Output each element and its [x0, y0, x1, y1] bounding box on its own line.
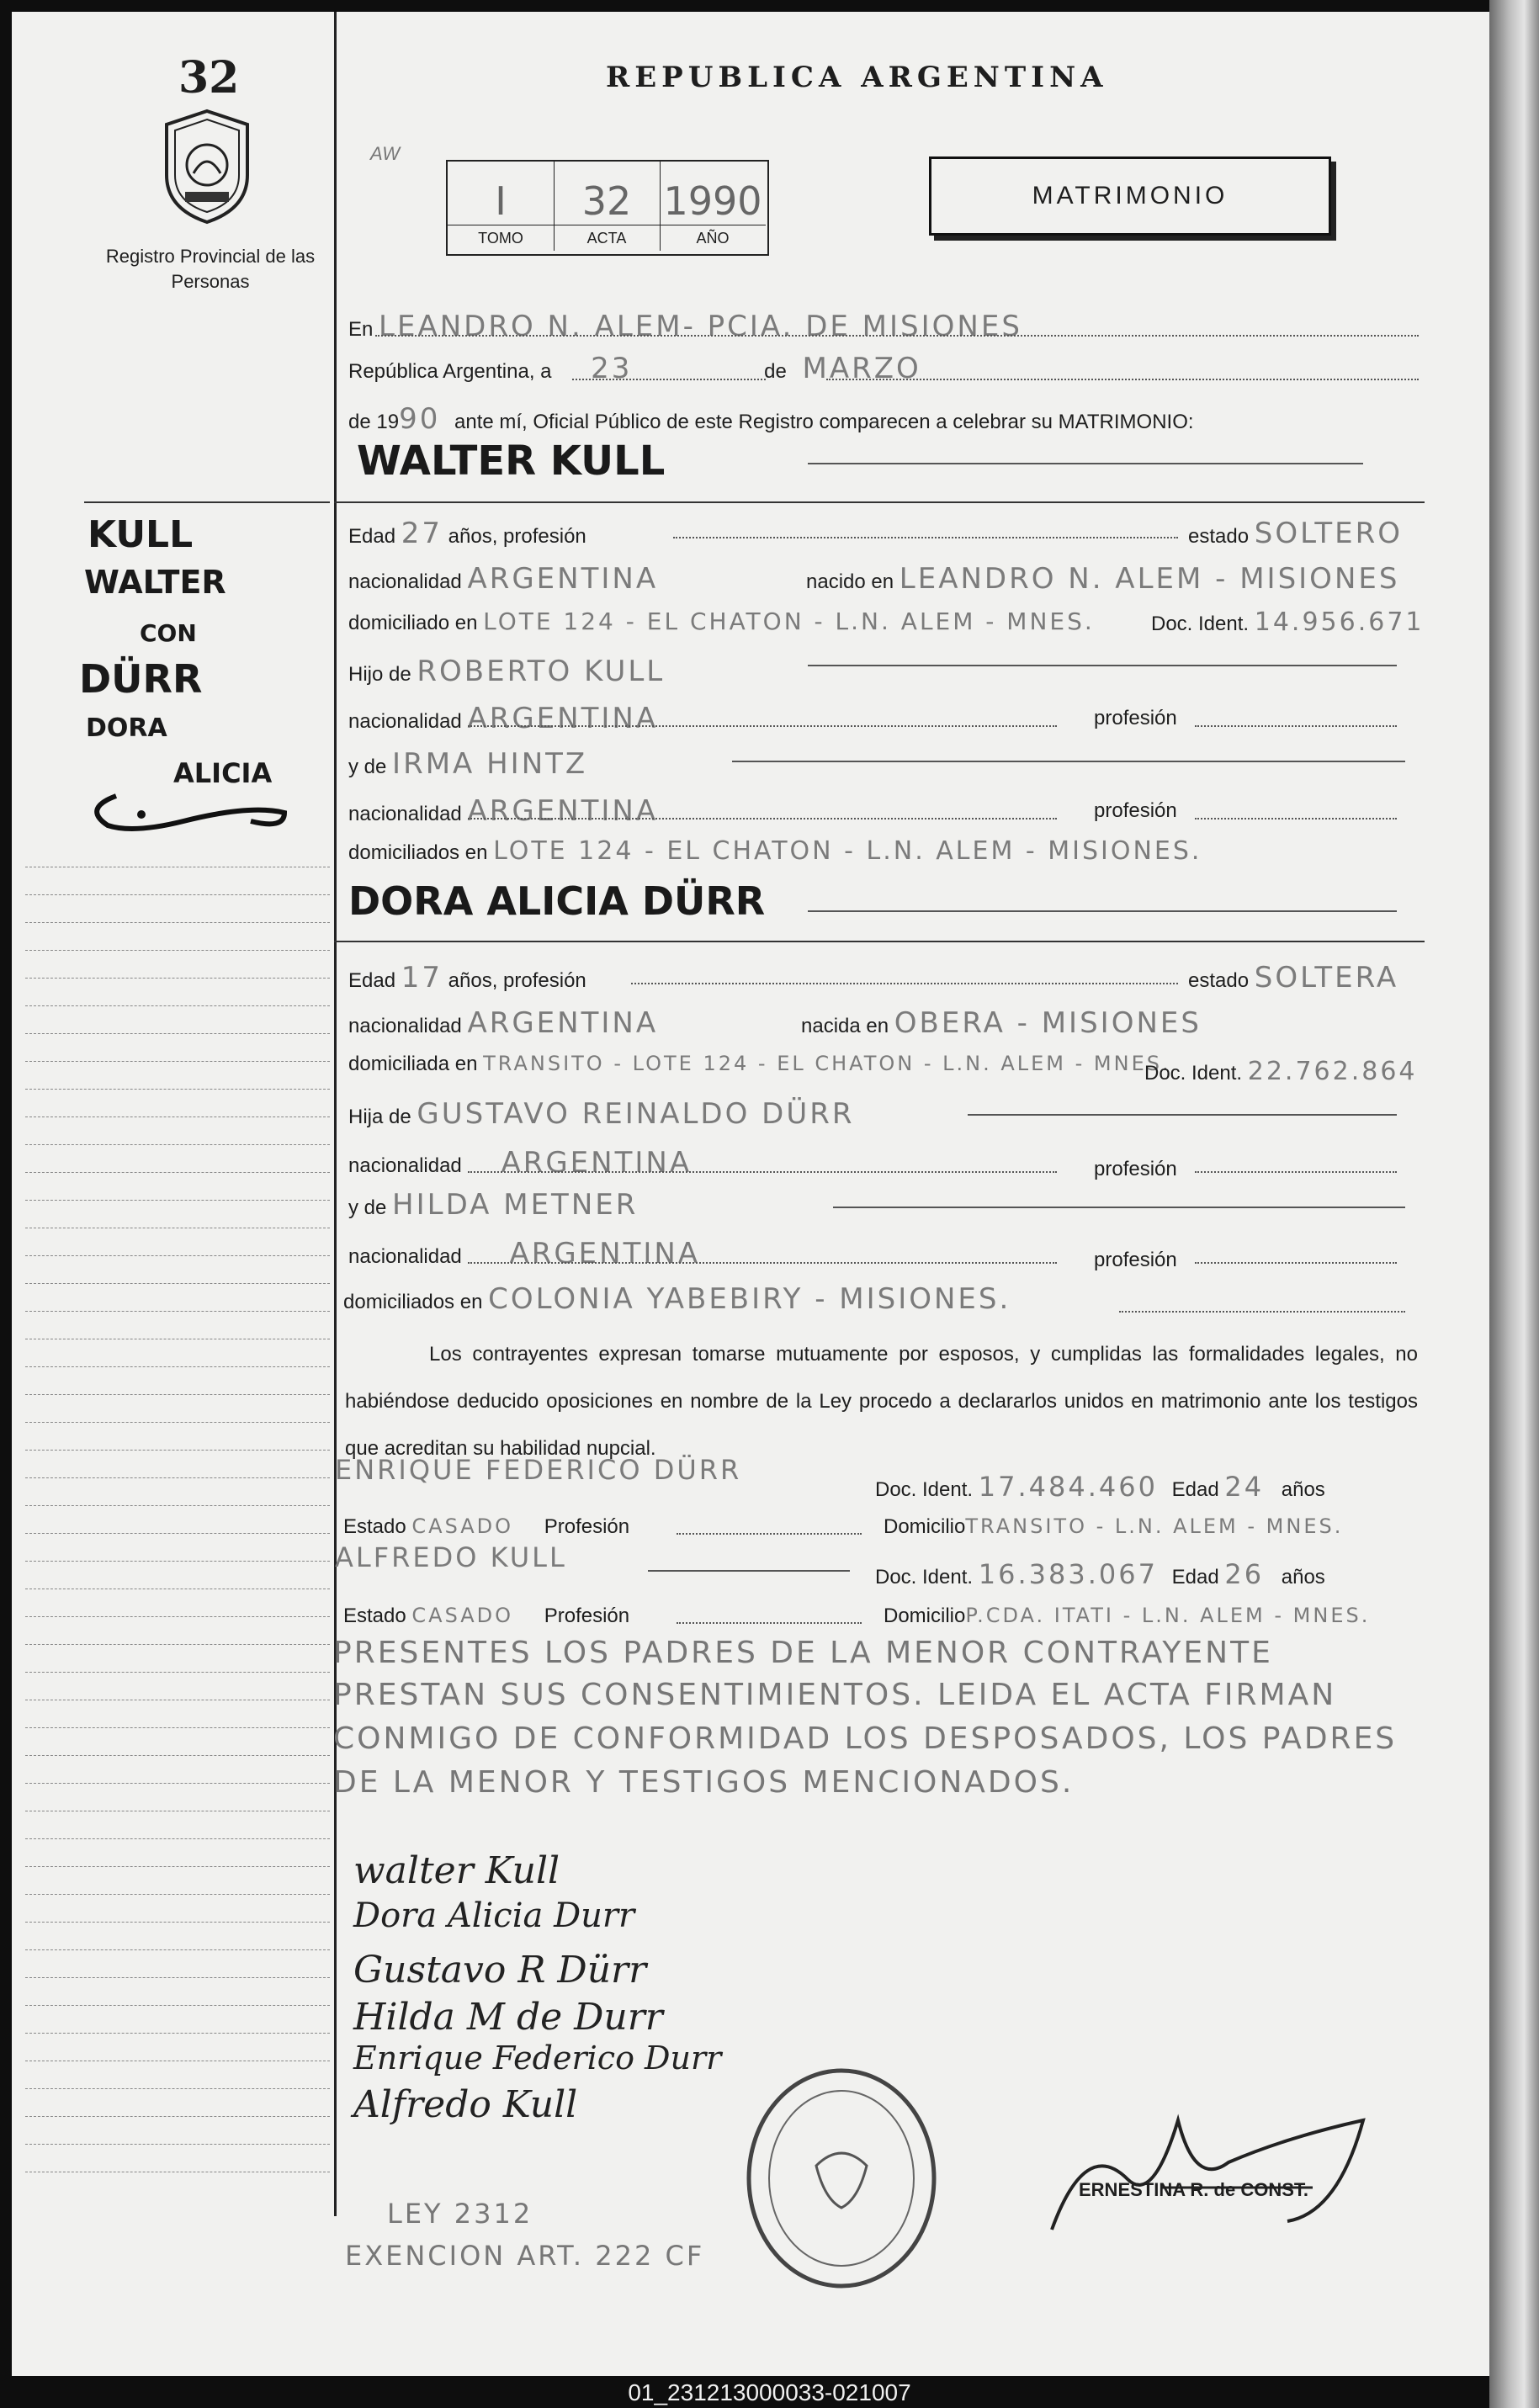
- sidebar-line-2: WALTER: [84, 564, 226, 601]
- groom-domicilio: LOTE 124 - EL CHATON - L.N. ALEM - MNES.: [483, 607, 1095, 635]
- ruled-line: [25, 1561, 330, 1562]
- estado-label: estado: [1188, 969, 1250, 992]
- bride-profesion-line: [631, 983, 1178, 984]
- bride-padres-dom-row: [343, 1282, 1011, 1316]
- intro-date-row: [348, 352, 921, 385]
- witness2-domicilio: P.CDA. ITATI - L.N. ALEM - MNES.: [965, 1604, 1371, 1627]
- year-suffix: 90: [399, 402, 441, 436]
- observation-line-4: DE LA MENOR Y TESTIGOS MENCIONADOS.: [333, 1765, 1075, 1800]
- anos-label: años: [1281, 1478, 1325, 1501]
- profesion-label: profesión: [1094, 707, 1177, 729]
- witness2-edad: 26: [1224, 1558, 1265, 1590]
- bride-padres-domicilio: COLONIA YABEBIRY - MISIONES.: [488, 1282, 1011, 1316]
- ruled-line: [25, 1394, 330, 1395]
- hijo-label: Hijo de: [348, 663, 411, 686]
- aw-note: AW: [370, 143, 401, 164]
- ano-label: AÑO: [660, 225, 766, 251]
- ruled-line: [25, 1727, 330, 1728]
- bride-edad: 17: [401, 961, 443, 994]
- edad-label: Edad: [1171, 1566, 1219, 1589]
- profesion-label: Profesión: [544, 1604, 630, 1627]
- ruled-line: [25, 1977, 330, 1978]
- ruled-line: [25, 1366, 330, 1367]
- bride-nacida-row: [801, 1006, 1202, 1040]
- official-seal-icon: [740, 2065, 942, 2292]
- bride-madre-nac-line: [468, 1262, 1057, 1264]
- ruled-line: [25, 1255, 330, 1256]
- sidebar-line-5: DORA: [86, 713, 167, 743]
- sidebar-line-1: KULL: [88, 513, 194, 556]
- ruled-line: [25, 922, 330, 923]
- groom-padre: ROBERTO KULL: [417, 655, 666, 688]
- witness2-estado-row: [343, 1604, 629, 1628]
- bride-madre-line: [833, 1207, 1405, 1208]
- acta-box: [446, 160, 769, 256]
- registro-provincial-label: Registro Provincial de las Personas: [105, 246, 316, 292]
- witness1-prof-line: [677, 1533, 862, 1535]
- groom-estado-row: [1188, 517, 1403, 550]
- groom-madre: IRMA HINTZ: [392, 747, 588, 781]
- witness1-domicilio: TRANSITO - L.N. ALEM - MNES.: [965, 1514, 1344, 1538]
- bride-padre-prof-row: [1094, 1158, 1177, 1181]
- sidebar-top-line: [84, 501, 330, 503]
- doc-label: Doc. Ident.: [1144, 1062, 1243, 1085]
- page-number: 32: [178, 52, 240, 103]
- ruled-line: [25, 1616, 330, 1617]
- groom-madre-nac-row: [348, 794, 658, 828]
- groom-nacido-row: [806, 562, 1399, 596]
- groom-name: WALTER KULL: [357, 438, 666, 485]
- anos-label: años: [1281, 1566, 1325, 1589]
- book-spine: [1489, 0, 1539, 2408]
- ruled-line: [25, 1144, 330, 1145]
- nacionalidad-label: nacionalidad: [348, 570, 462, 593]
- edad-label: Edad: [348, 525, 396, 548]
- ruled-line: [25, 1283, 330, 1284]
- place-value: LEANDRO N. ALEM- PCIA. DE MISIONES: [379, 310, 1022, 343]
- groom-doc-row: [1151, 607, 1425, 637]
- groom-edad: 27: [401, 517, 443, 550]
- signature-witness-2: Alfredo Kull: [353, 2083, 578, 2126]
- nacionalidad-label: nacionalidad: [348, 1245, 462, 1268]
- witness2-prof-line: [677, 1622, 862, 1624]
- bride-name-line: [808, 910, 1397, 912]
- groom-padre-prof-row: [1094, 707, 1177, 730]
- declaration-text: Los contrayentes expresan tomarse mutuamente por esposos, y cumplidas las formalidades legales, no habiéndose deducido oposiciones en nombre de la Ley procedo a declararlos unidos en matrimonio ante los testigos que acreditan su habilidad nupcial.: [345, 1343, 1418, 1460]
- ruled-line: [25, 1033, 330, 1034]
- signature-bride-father: Gustavo R Dürr: [353, 1949, 647, 1992]
- bride-padre-prof-line: [1195, 1171, 1397, 1173]
- ruled-line: [25, 1311, 330, 1312]
- bride-estado-row: [1188, 961, 1398, 994]
- ruled-line: [25, 1422, 330, 1423]
- profesion-label: profesión: [1094, 1249, 1177, 1271]
- profesion-label: profesión: [1094, 1158, 1177, 1180]
- nacionalidad-label: nacionalidad: [348, 710, 462, 733]
- estado-label: Estado: [343, 1604, 406, 1627]
- domiciliado-label: domiciliado en: [348, 612, 478, 634]
- ruled-line: [25, 1672, 330, 1673]
- witness2-dom-row: [884, 1604, 1370, 1628]
- witness1-name: ENRIQUE FEDERICO DÜRR: [335, 1454, 742, 1486]
- nacida-label: nacida en: [801, 1015, 889, 1037]
- tomo-value: I: [495, 178, 507, 224]
- ruled-line: [25, 978, 330, 979]
- ruled-line: [25, 1949, 330, 1950]
- bride-domicilio: TRANSITO - LOTE 124 - EL CHATON - L.N. ALEM - MNES.: [483, 1052, 1171, 1075]
- groom-nacionalidad: ARGENTINA: [467, 562, 659, 596]
- signature-witness-1: Enrique Federico Durr: [353, 2039, 722, 2077]
- ruled-line: [25, 1200, 330, 1201]
- ano-cell: [660, 162, 766, 251]
- ano-value: 1990: [663, 178, 762, 224]
- bride-madre: HILDA METNER: [392, 1188, 639, 1222]
- groom-padre-nac: ARGENTINA: [467, 702, 659, 735]
- groom-madre-nac-line: [468, 818, 1057, 819]
- matrimonio-box: MATRIMONIO: [929, 156, 1331, 236]
- acta-value: 32: [581, 178, 632, 224]
- ruled-line: [25, 2005, 330, 2006]
- groom-padre-row: [348, 655, 665, 688]
- ruled-line: [25, 2144, 330, 2145]
- edad-label: Edad: [1171, 1478, 1219, 1501]
- ruled-line: [25, 1061, 330, 1062]
- groom-doc: 14.956.671: [1254, 607, 1425, 637]
- y-de-label: y de: [348, 756, 387, 778]
- groom-divider: [334, 501, 1425, 503]
- ruled-line: [25, 1450, 330, 1451]
- y-de-label: y de: [348, 1196, 387, 1219]
- image-caption: 01_231213000033-021007: [628, 2379, 911, 2405]
- doc-label: Doc. Ident.: [1151, 613, 1250, 635]
- day-value: 23: [591, 352, 633, 385]
- groom-nacido: LEANDRO N. ALEM - MISIONES: [899, 562, 1400, 596]
- witness2-name-row: [335, 1541, 567, 1573]
- ruled-line: [25, 2088, 330, 2089]
- signature-bride: Dora Alicia Durr: [353, 1896, 635, 1935]
- bride-nacionalidad: ARGENTINA: [467, 1006, 659, 1040]
- groom-padres-domicilio: LOTE 124 - EL CHATON - L.N. ALEM - MISIONES.: [493, 836, 1202, 866]
- bride-dom-row: [348, 1052, 1171, 1076]
- ruled-line: [25, 1783, 330, 1784]
- acta-label: ACTA: [554, 225, 660, 251]
- ruled-line: [25, 1533, 330, 1534]
- bride-estado: SOLTERA: [1254, 961, 1399, 994]
- ruled-line: [25, 1116, 330, 1117]
- bride-padres-dom-line: [1119, 1311, 1405, 1313]
- official-stamp: ERNESTINA R. de CONST.: [1079, 2179, 1308, 2200]
- witness1-estado: CASADO: [411, 1514, 514, 1538]
- place-line: [375, 335, 1419, 337]
- bride-padre: GUSTAVO REINALDO DÜRR: [417, 1097, 855, 1131]
- observation-line-2: PRESTAN SUS CONSENTIMIENTOS. LEIDA EL ACTA FIRMAN: [333, 1678, 1337, 1712]
- bride-padre-nac-row: [348, 1146, 692, 1180]
- groom-edad-row: [348, 517, 586, 550]
- sidebar-flourish-icon: [82, 788, 293, 838]
- bride-doc: 22.762.864: [1247, 1057, 1418, 1086]
- year-prefix: de 19: [348, 411, 400, 433]
- sidebar-line-3: CON: [140, 619, 197, 647]
- month-value: MARZO: [802, 352, 921, 385]
- groom-estado: SOLTERO: [1254, 517, 1403, 550]
- misiones-emblem-icon: [160, 108, 254, 225]
- day-line: [572, 379, 766, 380]
- bride-edad-row: [348, 961, 586, 994]
- domiciliada-label: domiciliada en: [348, 1053, 478, 1075]
- intro-year-row: [348, 402, 1194, 436]
- bride-name: DORA ALICIA DÜRR: [348, 878, 766, 924]
- witness1-doc-row: [875, 1471, 1325, 1503]
- ruled-line: [25, 1755, 330, 1756]
- ruled-line: [25, 1922, 330, 1923]
- ruled-line: [25, 2033, 330, 2034]
- groom-madre-prof-row: [1094, 799, 1177, 823]
- anos-profesion-label: años, profesión: [448, 969, 586, 992]
- domiciliados-label: domiciliados en: [348, 841, 488, 864]
- bride-padre-line: [968, 1114, 1397, 1116]
- witness2-estado: CASADO: [411, 1604, 514, 1627]
- nacido-label: nacido en: [806, 570, 894, 593]
- bride-doc-row: [1144, 1057, 1418, 1086]
- groom-madre-nac: ARGENTINA: [467, 794, 659, 828]
- bride-madre-prof-line: [1195, 1262, 1397, 1264]
- month-line: [826, 379, 1419, 380]
- bride-padre-nac: ARGENTINA: [501, 1146, 693, 1180]
- registrar-signature-icon: [1035, 2087, 1388, 2246]
- ruled-line: [25, 1838, 330, 1839]
- witness1-name-row: [335, 1454, 741, 1486]
- ruled-line: [25, 1005, 330, 1006]
- footer-note-exencion: EXENCION ART. 222 CF: [345, 2240, 705, 2272]
- ruled-line: [25, 1644, 330, 1645]
- nacionalidad-label: nacionalidad: [348, 1154, 462, 1177]
- groom-padre-nac-row: [348, 702, 658, 735]
- observation-line-1: PRESENTES LOS PADRES DE LA MENOR CONTRAYENTE: [333, 1636, 1273, 1670]
- acta-cell: [554, 162, 661, 251]
- republica-label: República Argentina, a: [348, 360, 552, 383]
- witness2-name: ALFREDO KULL: [335, 1541, 567, 1573]
- observation-line-3: CONMIGO DE CONFORMIDAD LOS DESPOSADOS, LOS PADRES: [333, 1721, 1398, 1756]
- profesion-label: profesión: [1094, 799, 1177, 822]
- groom-padre-line: [808, 665, 1397, 666]
- groom-profesion-line: [673, 537, 1178, 538]
- groom-madre-row: [348, 747, 587, 781]
- bride-nac-row: [348, 1006, 658, 1040]
- groom-padres-dom-row: [348, 836, 1202, 866]
- republica-title: REPUBLICA ARGENTINA: [606, 61, 1108, 94]
- bride-padre-row: [348, 1097, 854, 1131]
- nacionalidad-label: nacionalidad: [348, 803, 462, 825]
- ruled-line: [25, 894, 330, 895]
- margin-divider: [334, 12, 337, 2216]
- intro-place-row: [348, 310, 1022, 343]
- doc-label: Doc. Ident.: [875, 1478, 974, 1501]
- ruled-line: [25, 1477, 330, 1478]
- doc-label: Doc. Ident.: [875, 1566, 974, 1589]
- statement-text: ante mí, Oficial Público de este Registro comparecen a celebrar su MATRIMONIO:: [454, 411, 1194, 433]
- nacionalidad-label: nacionalidad: [348, 1015, 462, 1037]
- witness2-doc-row: [875, 1558, 1325, 1590]
- groom-madre-line: [732, 761, 1405, 762]
- witness1-doc: 17.484.460: [978, 1471, 1158, 1503]
- groom-madre-prof-line: [1195, 818, 1397, 819]
- groom-dom-row: [348, 607, 1095, 635]
- anos-profesion-label: años, profesión: [448, 525, 586, 548]
- tomo-label: TOMO: [448, 225, 554, 251]
- witness1-dom-row: [884, 1514, 1343, 1539]
- bride-madre-prof-row: [1094, 1249, 1177, 1272]
- sidebar-line-6: ALICIA: [173, 757, 273, 789]
- signature-groom: walter Kull: [353, 1849, 560, 1892]
- witness2-name-line: [648, 1570, 850, 1572]
- bride-madre-row: [348, 1188, 638, 1222]
- bride-madre-nac-row: [348, 1237, 700, 1270]
- ruled-line: [25, 2116, 330, 2117]
- domicilio-label: Domicilio: [884, 1604, 966, 1627]
- groom-padre-nac-line: [468, 725, 1057, 727]
- ruled-line: [25, 1894, 330, 1895]
- sidebar-line-4: DÜRR: [79, 656, 203, 702]
- domicilio-label: Domicilio: [884, 1515, 966, 1538]
- signature-bride-mother: Hilda M de Durr: [353, 1996, 663, 2039]
- bride-madre-nac: ARGENTINA: [509, 1237, 701, 1270]
- ruled-line: [25, 1089, 330, 1090]
- bride-divider: [334, 941, 1425, 942]
- domiciliados-label: domiciliados en: [343, 1291, 483, 1313]
- bride-nacida: OBERA - MISIONES: [894, 1006, 1202, 1040]
- hija-label: Hija de: [348, 1106, 411, 1128]
- edad-label: Edad: [348, 969, 396, 992]
- ruled-line: [25, 1172, 330, 1173]
- en-label: En: [348, 318, 374, 341]
- estado-label: estado: [1188, 525, 1250, 548]
- ruled-line: [25, 1866, 330, 1867]
- de-label: de: [764, 360, 787, 383]
- witness1-edad: 24: [1224, 1471, 1265, 1503]
- footer-note-ley: LEY 2312: [387, 2198, 533, 2230]
- ruled-line: [25, 950, 330, 951]
- groom-padre-prof-line: [1195, 725, 1397, 727]
- witness2-doc: 16.383.067: [978, 1558, 1158, 1590]
- tomo-cell: [448, 162, 555, 251]
- bride-padre-nac-line: [468, 1171, 1057, 1173]
- ruled-line: [25, 1505, 330, 1506]
- groom-nac-row: [348, 562, 658, 596]
- estado-label: Estado: [343, 1515, 406, 1538]
- groom-name-line: [808, 463, 1363, 464]
- witness1-estado-row: [343, 1514, 629, 1539]
- profesion-label: Profesión: [544, 1515, 630, 1538]
